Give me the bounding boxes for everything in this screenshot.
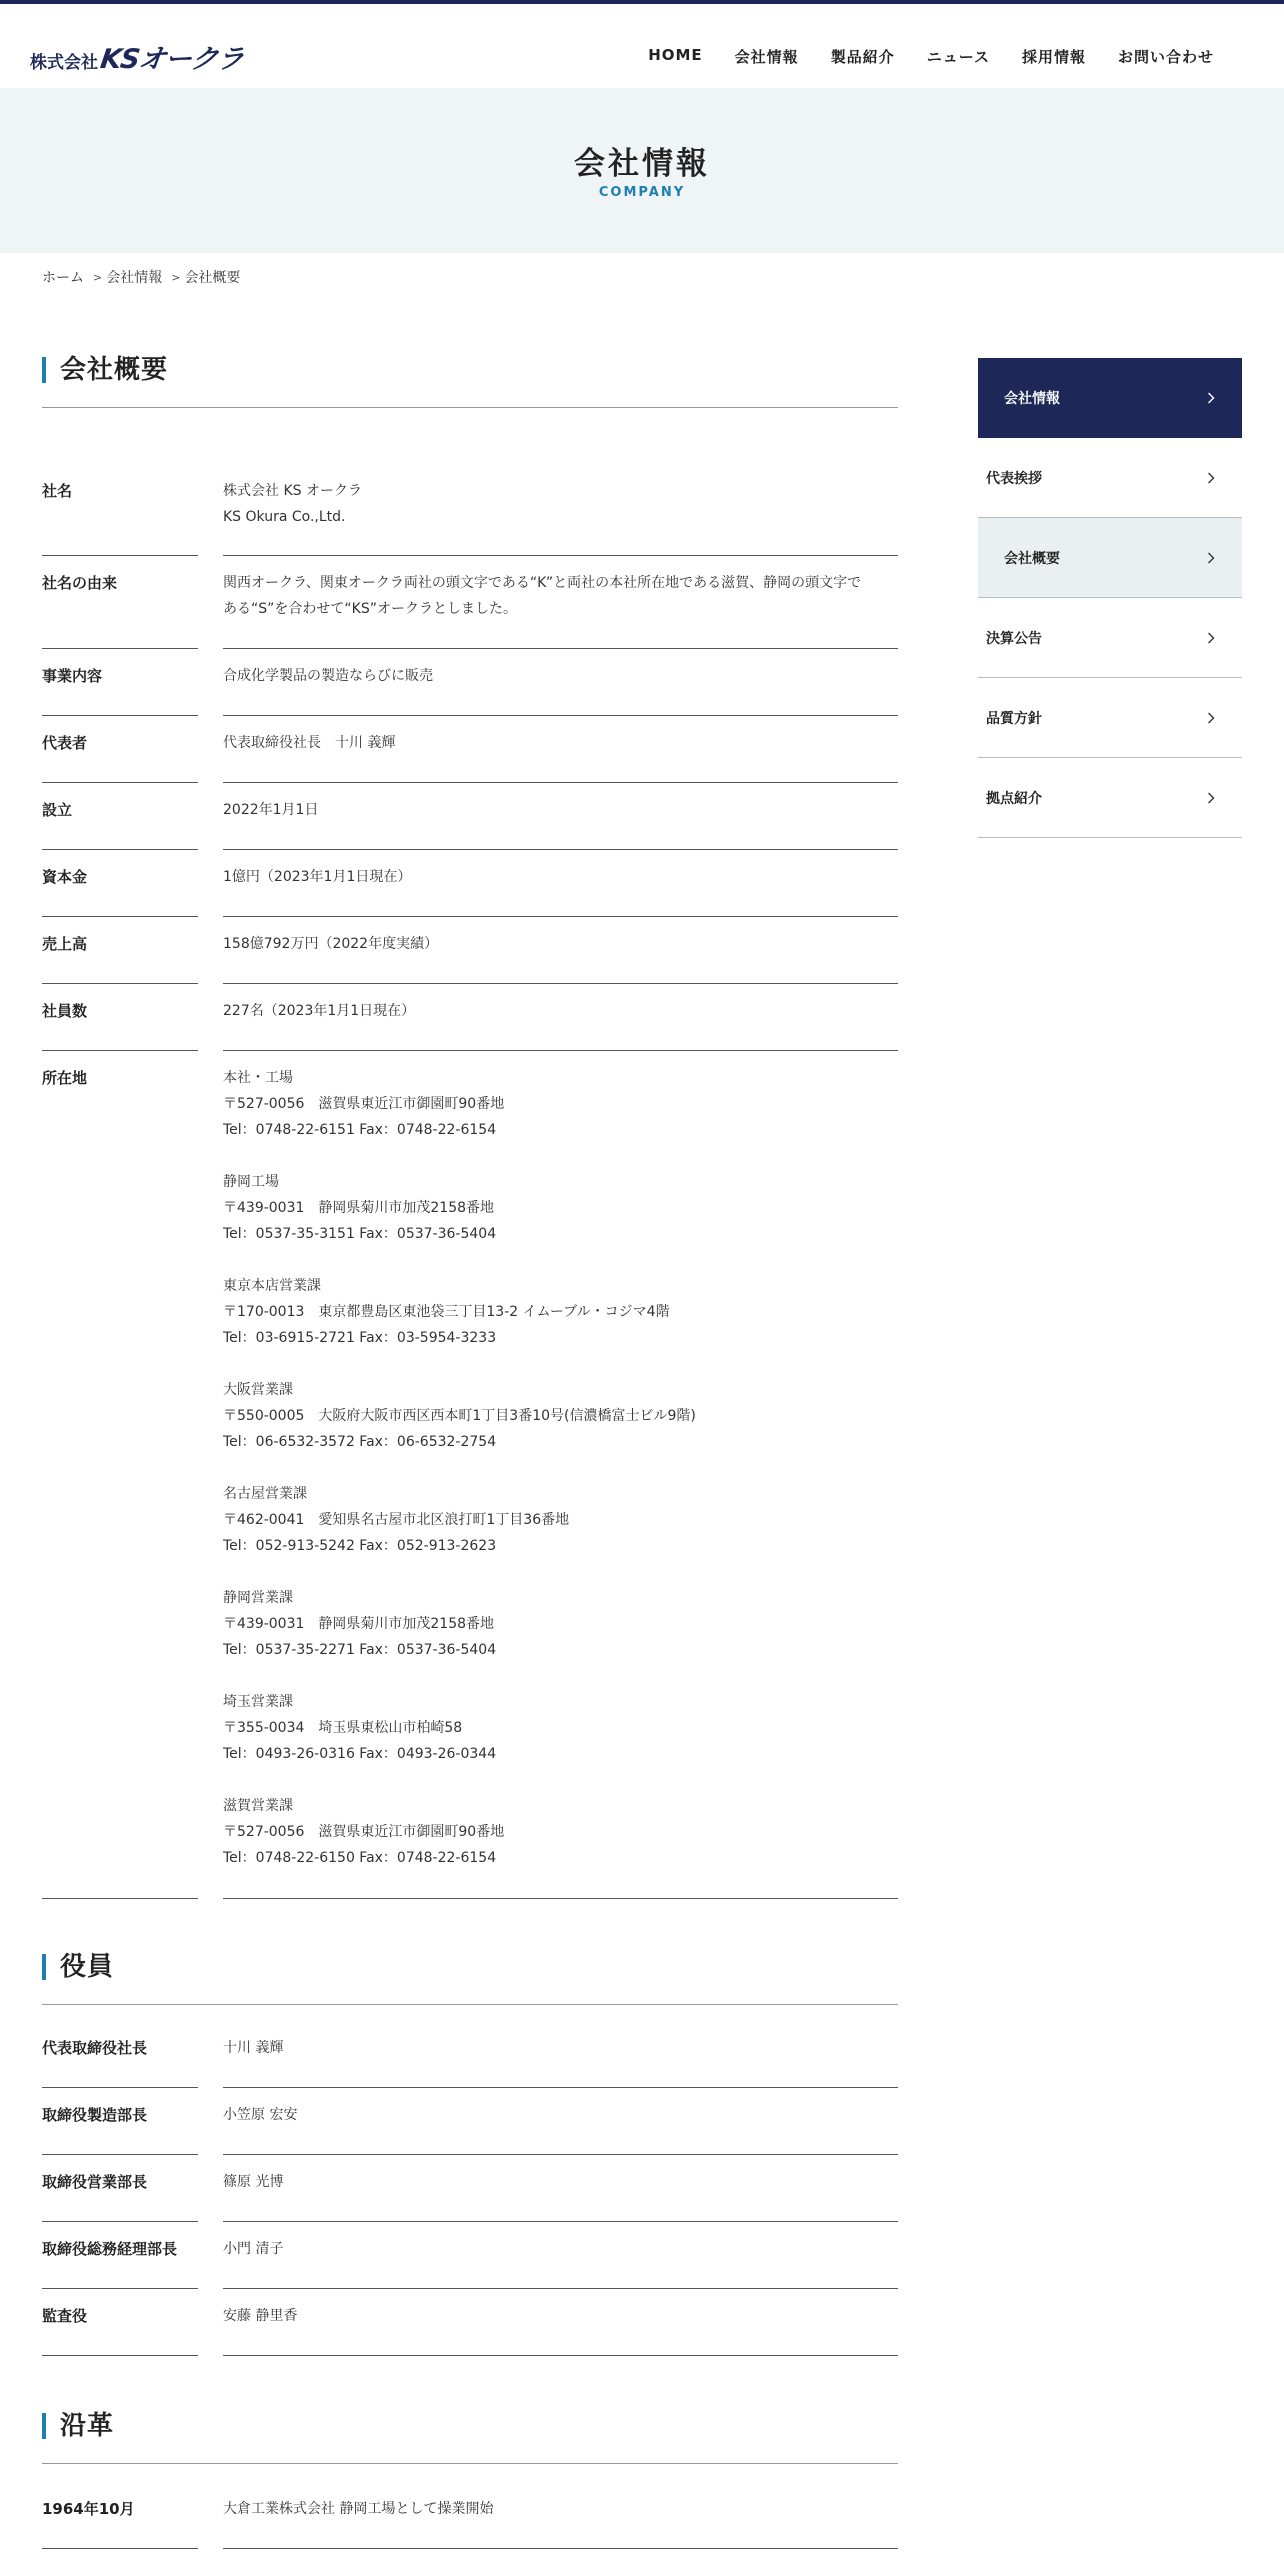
location-entry	[223, 1273, 898, 1351]
row-label: 1964年10月	[42, 2482, 198, 2549]
table-row	[42, 2088, 898, 2155]
sidebar-item-label: 会社概要	[1004, 550, 1060, 567]
location-phone: Tel：0537-35-2271 Fax：0537-36-5404	[223, 1642, 497, 1658]
table-row	[42, 2021, 898, 2088]
location-entry	[223, 1169, 898, 1247]
row-value	[223, 464, 898, 556]
overview-table	[42, 464, 898, 1899]
overview-title: 会社概要	[42, 357, 898, 383]
row-value: 小門 清子	[223, 2222, 898, 2289]
row-label: 社名の由来	[42, 556, 198, 649]
row-label: 社員数	[42, 984, 198, 1051]
sidebar-item-company[interactable]	[978, 358, 1242, 438]
sidebar-item-label: 品質方針	[986, 710, 1042, 727]
table-row	[42, 2222, 898, 2289]
logo-prefix: 株式会社	[30, 53, 98, 73]
value-line: 株式会社 KS オークラ	[223, 483, 362, 499]
row-value	[223, 917, 898, 984]
sidebar-item-locations[interactable]	[978, 758, 1242, 838]
value-line: 1億円（2023年1月1日現在）	[223, 869, 412, 885]
value-line: KS Okura Co.,Ltd.	[223, 509, 346, 525]
row-label: 代表者	[42, 716, 198, 783]
chevron-right-icon	[1204, 631, 1218, 645]
breadcrumb-company[interactable]: 会社情報	[106, 270, 163, 286]
location-phone: Tel：0537-35-3151 Fax：0537-36-5404	[223, 1226, 497, 1242]
location-phone: Tel：0748-22-6150 Fax：0748-22-6154	[223, 1850, 497, 1866]
row-label: 資本金	[42, 850, 198, 917]
nav-company[interactable]: 会社情報	[734, 48, 799, 66]
row-value: 安藤 静里香	[223, 2289, 898, 2356]
location-address: 〒355-0034 埼玉県東松山市柏崎58	[223, 1720, 463, 1736]
page-hero	[0, 88, 1284, 253]
table-row	[42, 649, 898, 716]
logo-wordmark: KSオークラ	[98, 44, 246, 75]
value-line: ある“S”を合わせて“KS”オークラとしました。	[223, 601, 517, 617]
table-row	[42, 984, 898, 1051]
nav-recruit[interactable]: 採用情報	[1021, 48, 1086, 66]
value-line: 2022年1月1日	[223, 802, 319, 818]
location-address: 〒527-0056 滋賀県東近江市御園町90番地	[223, 1096, 505, 1112]
row-label: 売上高	[42, 917, 198, 984]
sidebar-item-label: 決算公告	[986, 630, 1042, 647]
location-address: 〒439-0031 静岡県菊川市加茂2158番地	[223, 1200, 495, 1216]
row-value	[223, 850, 898, 917]
row-label: 取締役総務経理部長	[42, 2222, 198, 2289]
location-entry	[223, 1377, 898, 1455]
location-entry	[223, 1689, 898, 1767]
table-row	[42, 917, 898, 984]
location-address: 〒550-0005 大阪府大阪市西区西本町1丁目3番10号(信濃橋富士ビル9階)	[223, 1408, 696, 1424]
value-line: 158億792万円（2022年度実績）	[223, 936, 439, 952]
row-value: 大倉工業株式会社 静岡工場として操業開始	[223, 2482, 898, 2549]
officers-table	[42, 2021, 898, 2356]
location-name: 名古屋営業課	[223, 1486, 307, 1502]
location-entry	[223, 1585, 898, 1663]
sidebar-item-quality[interactable]	[978, 678, 1242, 758]
chevron-right-icon	[1204, 471, 1218, 485]
row-label: 取締役営業部長	[42, 2155, 198, 2222]
value-line: 227名（2023年1月1日現在）	[223, 1003, 416, 1019]
location-phone: Tel：03-6915-2721 Fax：03-5954-3233	[223, 1330, 497, 1346]
row-value: 十川 義輝	[223, 2021, 898, 2088]
chevron-right-icon	[1204, 791, 1218, 805]
officers-heading	[42, 1954, 898, 2005]
breadcrumb	[42, 267, 240, 287]
location-address: 〒170-0013 東京都豊島区東池袋三丁目13-2 イムーブル・コジマ4階	[223, 1304, 670, 1320]
row-label: 代表取締役社長	[42, 2021, 198, 2088]
location-entry	[223, 1793, 898, 1871]
breadcrumb-home[interactable]: ホーム	[42, 270, 84, 286]
location-address: 〒439-0031 静岡県菊川市加茂2158番地	[223, 1616, 495, 1632]
history-table	[42, 2482, 898, 2549]
sidebar-item-label: 拠点紹介	[986, 790, 1042, 807]
sidebar-item-greeting[interactable]	[978, 438, 1242, 518]
row-label: 取締役製造部長	[42, 2088, 198, 2155]
row-value: 小笠原 宏安	[223, 2088, 898, 2155]
row-value	[223, 649, 898, 716]
table-row	[42, 716, 898, 783]
location-name: 東京本店営業課	[223, 1278, 321, 1294]
row-value	[223, 716, 898, 783]
location-name: 静岡工場	[223, 1174, 279, 1190]
breadcrumb-current: 会社概要	[184, 270, 241, 286]
location-name: 本社・工場	[223, 1070, 293, 1086]
table-row	[42, 2289, 898, 2356]
nav-products[interactable]: 製品紹介	[830, 48, 895, 66]
breadcrumb-separator: >	[171, 270, 181, 284]
row-value	[223, 556, 898, 649]
value-line: 合成化学製品の製造ならびに販売	[223, 668, 433, 684]
page-title: 会社情報	[574, 146, 710, 182]
table-row	[42, 850, 898, 917]
breadcrumb-separator: >	[93, 270, 103, 284]
sidebar-item-label: 会社情報	[1004, 391, 1060, 407]
table-row	[42, 556, 898, 649]
heading-rule	[42, 407, 898, 408]
officers-title: 役員	[42, 1954, 898, 1980]
location-entry	[223, 1481, 898, 1559]
global-nav	[616, 46, 1214, 67]
value-line: 関西オークラ、関東オークラ両社の頭文字である“K”と両社の本社所在地である滋賀、静岡の頭文字で	[223, 575, 862, 591]
location-entry	[223, 1065, 898, 1143]
nav-news[interactable]: ニュース	[926, 48, 990, 66]
heading-rule	[42, 2004, 898, 2005]
history-title: 沿革	[42, 2413, 898, 2439]
location-address: 〒527-0056 滋賀県東近江市御園町90番地	[223, 1824, 505, 1840]
sidebar-item-financial[interactable]	[978, 598, 1242, 678]
history-heading	[42, 2413, 898, 2464]
location-name: 大阪営業課	[223, 1382, 293, 1398]
location-name: 埼玉営業課	[223, 1694, 293, 1710]
site-header	[0, 4, 1284, 88]
sidebar-item-overview[interactable]	[978, 518, 1242, 598]
table-row	[42, 2482, 898, 2549]
company-logo[interactable]	[30, 37, 246, 76]
row-value: 篠原 光博	[223, 2155, 898, 2222]
sidebar-menu	[978, 358, 1242, 838]
chevron-right-icon	[1204, 551, 1218, 565]
location-phone: Tel：052-913-5242 Fax：052-913-2623	[223, 1538, 497, 1554]
row-label: 事業内容	[42, 649, 198, 716]
nav-home[interactable]: HOME	[648, 46, 703, 64]
row-value	[223, 984, 898, 1051]
location-name: 滋賀営業課	[223, 1798, 293, 1814]
row-value	[223, 783, 898, 850]
chevron-right-icon	[1204, 711, 1218, 725]
location-phone: Tel：0493-26-0316 Fax：0493-26-0344	[223, 1746, 497, 1762]
row-label: 監査役	[42, 2289, 198, 2356]
row-label: 設立	[42, 783, 198, 850]
value-line: 代表取締役社長 十川 義輝	[223, 735, 396, 751]
heading-rule	[42, 2463, 898, 2464]
chevron-right-icon	[1204, 391, 1218, 405]
page-subtitle: COMPANY	[598, 185, 686, 200]
overview-heading	[42, 357, 898, 408]
location-address: 〒462-0041 愛知県名古屋市北区浪打町1丁目36番地	[223, 1512, 570, 1528]
sidebar-item-label: 代表挨拶	[986, 470, 1042, 487]
nav-contact[interactable]: お問い合わせ	[1117, 48, 1214, 66]
location-phone: Tel：0748-22-6151 Fax：0748-22-6154	[223, 1122, 497, 1138]
location-list	[223, 1051, 898, 1899]
table-row	[42, 2155, 898, 2222]
row-label: 所在地	[42, 1051, 198, 1899]
location-name: 静岡営業課	[223, 1590, 293, 1606]
table-row	[42, 783, 898, 850]
table-row	[42, 1051, 898, 1899]
row-label: 社名	[42, 464, 198, 556]
location-phone: Tel：06-6532-3572 Fax：06-6532-2754	[223, 1434, 497, 1450]
table-row	[42, 464, 898, 556]
